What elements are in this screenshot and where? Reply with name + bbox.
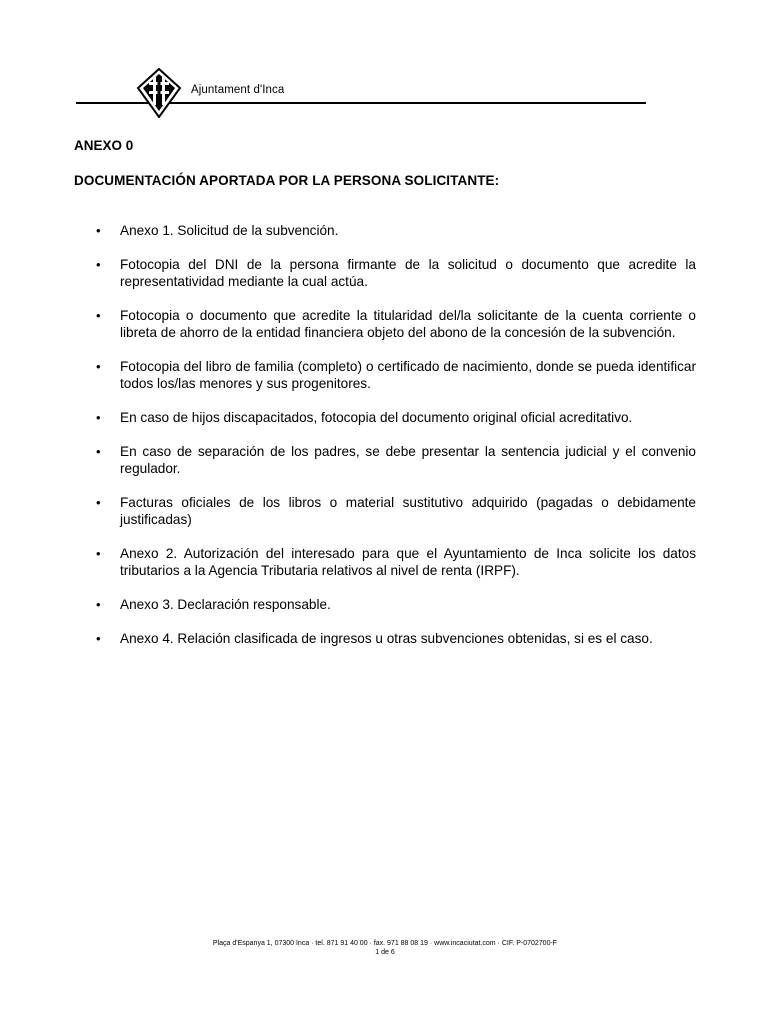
list-item <box>96 307 696 341</box>
list-item <box>96 443 696 477</box>
bullet-icon: • <box>96 410 101 425</box>
list-item <box>96 596 696 613</box>
page-number: 1 de 6 <box>375 949 395 956</box>
bullet-icon: • <box>96 257 101 272</box>
list-item <box>96 222 696 239</box>
bullet-icon: • <box>96 223 101 238</box>
bullet-icon: • <box>96 359 101 374</box>
list-item-text: En caso de hijos discapacitados, fotocopia del documento original oficial acreditativo. <box>120 410 633 425</box>
list-item <box>96 545 696 579</box>
list-item-text: Fotocopia del libro de familia (completo) o certificado de nacimiento, donde se pueda identificar todos los/las menores y sus progenitores. <box>120 359 696 391</box>
list-item <box>96 494 696 528</box>
list-item-text: Anexo 2. Autorización del interesado para que el Ayuntamiento de Inca solicite los datos tributarios a la Agencia Tributaria relativos al nivel de renta (IRPF). <box>120 546 696 578</box>
list-item-text: Anexo 1. Solicitud de la subvención. <box>120 223 339 238</box>
bullet-icon: • <box>96 444 101 459</box>
bullet-icon: • <box>96 495 101 510</box>
list-item <box>96 409 696 426</box>
bullet-icon: • <box>96 546 101 561</box>
section-heading: DOCUMENTACIÓN APORTADA POR LA PERSONA SOLICITANTE: <box>74 173 500 188</box>
list-item-text: Anexo 3. Declaración responsable. <box>120 597 331 612</box>
letterhead <box>76 68 646 120</box>
coat-of-arms-logo-icon <box>136 68 182 118</box>
org-name: Ajuntament d'Inca <box>188 84 287 96</box>
footer-address: Plaça d'Espanya 1, 07300 Inca · tel. 871 91 40 00 · fax. 971 88 08 19 · www.incaciutat.com · CIF. P-0702700-F <box>212 940 558 947</box>
annex-title: ANEXO 0 <box>74 138 134 153</box>
bullet-icon: • <box>96 631 101 646</box>
list-item-text: Fotocopia del DNI de la persona firmante de la solicitud o documento que acredite la representatividad mediante la cual actúa. <box>120 257 696 289</box>
list-item-text: Fotocopia o documento que acredite la titularidad del/la solicitante de la cuenta corriente o libreta de ahorro de la entidad financiera objeto del abono de la concesión de la subvención. <box>120 308 696 340</box>
list-item-text: En caso de separación de los padres, se debe presentar la sentencia judicial y el convenio regulador. <box>120 444 696 476</box>
bullet-icon: • <box>96 308 101 323</box>
list-item-text: Facturas oficiales de los libros o material sustitutivo adquirido (pagadas o debidamente justificadas) <box>120 495 696 527</box>
list-item <box>96 630 696 647</box>
page-footer <box>0 939 770 957</box>
bullet-icon: • <box>96 597 101 612</box>
list-item <box>96 358 696 392</box>
list-item <box>96 256 696 290</box>
documentation-list <box>96 222 696 664</box>
list-item-text: Anexo 4. Relación clasificada de ingresos u otras subvenciones obtenidas, si es el caso. <box>120 631 653 646</box>
